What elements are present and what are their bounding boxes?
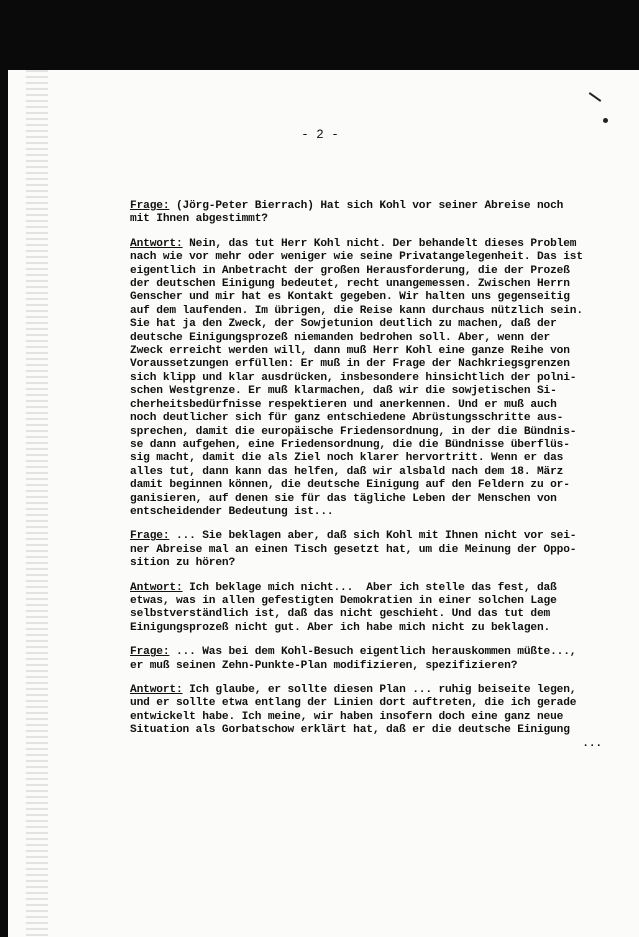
line-text: cherheitsbedürfnisse respektieren und anerkennen. Und er muß auch <box>130 398 557 411</box>
text-line <box>130 724 610 737</box>
line-text: nach wie vor mehr oder weniger wie seine Privatangelegenheit. Das ist <box>130 251 583 264</box>
line-text: er muß seinen Zehn-Punkte-Plan modifizieren, spezifizieren? <box>130 659 518 672</box>
paragraph <box>130 238 610 520</box>
text-line <box>130 305 610 318</box>
line-text: und er sollte etwa entlang der Linien dort auftreten, die ich gerade <box>130 697 577 710</box>
text-line <box>130 345 610 358</box>
line-text: mit Ihnen abgestimmt? <box>130 213 268 226</box>
line-text: ganisieren, auf denen sie für das tägliche Leben der Menschen von <box>130 492 557 505</box>
text-line <box>130 278 610 291</box>
text-line <box>130 385 610 398</box>
line-text: sich klipp und klar ausdrücken, insbesondere hinsichtlich der polni- <box>130 371 577 384</box>
line-text: Voraussetzungen erfüllen: Er muß in der Frage der Nachkriegsgrenzen <box>130 358 570 371</box>
speaker-label: Antwort: <box>130 684 183 696</box>
paragraph <box>130 200 610 227</box>
text-line <box>130 466 610 479</box>
line-text: noch deutlicher sich für ganz entschiedene Abrüstungsschritte aus- <box>130 412 564 425</box>
line-text: Nein, das tut Herr Kohl nicht. Der behandelt dieses Problem <box>182 237 577 250</box>
line-text: entscheidender Bedeutung ist... <box>130 505 334 518</box>
scan-dot <box>603 118 608 123</box>
line-text: Zweck erreicht werden will, dann muß Herr Kohl eine ganze Reihe von <box>130 345 570 358</box>
line-text: selbstverständlich ist, daß das nicht geschieht. Und das tut dem <box>130 608 551 621</box>
paragraph <box>130 646 610 673</box>
text-line <box>130 684 610 697</box>
line-text: eigentlich in Anbetracht der großen Herausforderung, die der Prozeß <box>130 264 570 277</box>
document-body <box>130 200 610 762</box>
paragraph <box>130 530 610 570</box>
line-text: Ich glaube, er sollte diesen Plan ... ruhig beiseite legen, <box>182 684 577 696</box>
line-text: Sie hat ja den Zweck, der Sowjetunion deutlich zu machen, daß der <box>130 318 557 331</box>
text-line <box>130 200 610 213</box>
line-text: etwas, was in allen gefestigten Demokratien in einer solchen Lage <box>130 594 557 607</box>
scan-left-edge <box>26 70 48 937</box>
text-line <box>130 265 610 278</box>
speaker-label: Antwort: <box>130 581 183 594</box>
line-text: entwickelt habe. Ich meine, wir haben insofern doch eine ganz neue <box>130 710 564 723</box>
line-text: ner Abreise mal an einen Tisch gesetzt hat, um die Meinung der Oppo- <box>130 543 577 556</box>
text-line <box>130 452 610 465</box>
line-text: (Jörg-Peter Bierrach) Hat sich Kohl vor seiner Abreise noch <box>169 200 564 212</box>
text-line <box>130 399 610 412</box>
line-text: Einigungsprozeß nicht gut. Aber ich habe mich nicht zu beklagen. <box>130 621 551 634</box>
text-line <box>130 426 610 439</box>
text-line <box>130 213 610 226</box>
text-line <box>130 479 610 492</box>
line-text: der deutschen Einigung bedeutet, recht unangemessen. Zwischen Herrn <box>130 278 570 291</box>
text-line <box>130 291 610 304</box>
line-text: Genscher und mir hat es Kontakt gegeben. Wir halten uns gegenseitig <box>130 291 570 304</box>
continuation-mark: ... <box>582 737 602 750</box>
line-text: sition zu hören? <box>130 557 236 570</box>
text-line <box>130 646 610 659</box>
text-line <box>130 608 610 621</box>
text-line <box>130 506 610 519</box>
text-line <box>130 412 610 425</box>
text-line <box>130 251 610 264</box>
line-text: deutsche Einigungsprozeß niemanden bedrohen soll. Aber, wenn der <box>130 331 551 344</box>
text-line <box>130 595 610 608</box>
line-text: auf dem laufenden. Im übrigen, die Reise kann durchaus nützlich sein. <box>130 304 583 317</box>
line-text: se dann aufgehen, eine Friedensordnung, die die Bündnisse überflüs- <box>130 438 570 451</box>
line-text: sprechen, damit die europäische Friedensordnung, in der die Bündnis- <box>130 425 577 438</box>
line-text: ... Was bei dem Kohl-Besuch eigentlich herauskommen müßte..., <box>169 646 577 659</box>
text-line <box>130 697 610 710</box>
line-text: alles tut, dann kann das helfen, daß wir alsbald nach dem 18. März <box>130 465 564 478</box>
text-line <box>130 622 610 635</box>
speaker-label: Frage: <box>130 646 170 659</box>
line-text: Ich beklage mich nicht... Aber ich stelle das fest, daß <box>182 581 557 594</box>
text-line <box>130 544 610 557</box>
line-text: schen Westgrenze. Er muß klarmachen, daß wir die sowjetischen Si- <box>130 385 557 398</box>
speaker-label: Frage: <box>130 200 170 212</box>
page-number: - 2 - <box>301 128 339 142</box>
text-line <box>130 530 610 543</box>
text-line <box>130 660 610 673</box>
text-line <box>130 557 610 570</box>
line-text: damit beginnen können, die deutsche Einigung auf den Feldern zu or- <box>130 479 570 492</box>
speaker-label: Antwort: <box>130 237 183 250</box>
paragraph <box>130 582 610 636</box>
paragraph <box>130 684 610 751</box>
text-line <box>130 358 610 371</box>
text-line <box>130 372 610 385</box>
text-line <box>130 238 610 251</box>
line-text: sig macht, damit die als Ziel noch klarer hervortritt. Wenn er das <box>130 452 564 465</box>
speaker-label: Frage: <box>130 530 170 543</box>
text-line <box>130 493 610 506</box>
text-line <box>130 332 610 345</box>
text-line <box>130 711 610 724</box>
line-text: Situation als Gorbatschow erklärt hat, daß er die deutsche Einigung <box>130 724 570 737</box>
line-text: ... Sie beklagen aber, daß sich Kohl mit Ihnen nicht vor sei- <box>169 530 577 543</box>
text-line <box>130 318 610 331</box>
text-line <box>130 582 610 595</box>
text-line <box>130 439 610 452</box>
